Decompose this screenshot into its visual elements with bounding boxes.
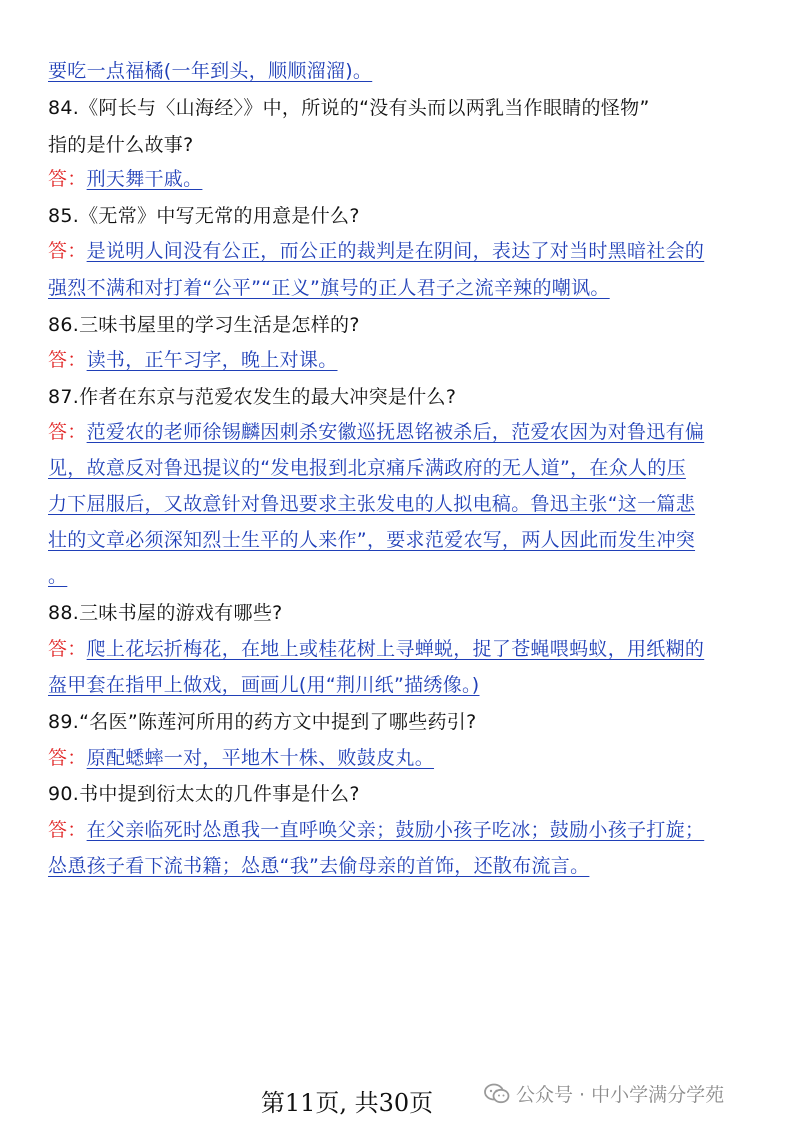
answer-text: 读书，正午习字，晚上对课。 (86, 349, 338, 371)
answer-label: 答： (48, 819, 87, 841)
question-text: 84.《阿长与〈山海经〉》中，所说的“没有头而以两乳当作眼睛的怪物” (48, 97, 650, 119)
watermark-text: 公众号 · 中小学满分学苑 (516, 1084, 725, 1106)
answer-line (48, 491, 695, 517)
answer-label: 答： (48, 747, 87, 769)
answer-text: 范爱农的老师徐锡麟因刺杀安徽巡抚恩铭被杀后，范爱农因为对鲁迅有偏 (86, 421, 705, 443)
answer-line (48, 275, 610, 301)
question-line (48, 600, 283, 626)
answer-label: 答： (48, 240, 87, 262)
question-line (48, 312, 360, 338)
answer-line (48, 238, 704, 264)
question-line (48, 132, 194, 158)
answer-text: 力下屈服后，又故意针对鲁迅要求主张发电的人拟电稿。鲁迅主张“这一篇悲 (48, 493, 696, 515)
question-line (48, 203, 360, 229)
answer-line (48, 745, 434, 771)
answer-line (48, 166, 202, 192)
answer-line (48, 817, 704, 843)
answer-line (48, 853, 589, 879)
answer-text: 在父亲临死时怂恿我一直呼唤父亲；鼓励小孩子吃冰；鼓励小孩子打旋； (86, 819, 705, 841)
question-text: 85.《无常》中写无常的用意是什么? (48, 205, 360, 227)
answer-line (48, 672, 480, 698)
answer-text: 是说明人间没有公正，而公正的裁判是在阴间，表达了对当时黑暗社会的 (86, 240, 705, 262)
answer-text: 。 (48, 565, 68, 587)
answer-line (48, 563, 67, 589)
answer-line (48, 419, 704, 445)
question-text: 90.书中提到衍太太的几件事是什么? (48, 783, 360, 805)
answer-text: 原配蟋蟀一对，平地木十株、败鼓皮丸。 (86, 747, 435, 769)
question-text: 指的是什么故事? (48, 134, 194, 156)
question-text: 89.“名医”陈莲河所用的药方文中提到了哪些药引? (48, 711, 477, 733)
answer-label: 答： (48, 349, 87, 371)
answer-text: 强烈不满和对打着“公平”“正义”旗号的正人君子之流辛辣的嘲讽。 (48, 277, 610, 299)
answer-text: 要吃一点福橘(一年到头，顺顺溜溜)。 (48, 60, 373, 82)
answer-text: 怂恿孩子看下流书籍；怂恿“我”去偷母亲的首饰，还散布流言。 (48, 855, 590, 877)
answer-line (48, 347, 338, 373)
answer-line (48, 636, 704, 662)
answer-text: 壮的文章必须深知烈士生平的人来作”，要求范爱农写，两人因此而发生冲突 (48, 529, 696, 551)
answer-label: 答： (48, 638, 87, 660)
question-line (48, 384, 456, 410)
answer-text: 刑天舞干戚。 (86, 168, 203, 190)
page-number: 第11页, 共30页 (260, 1089, 434, 1117)
wechat-icon (484, 1083, 510, 1105)
answer-line (48, 455, 686, 481)
answer-text: 盔甲套在指甲上做戏，画画儿(用“荆川纸”描绣像。) (48, 674, 480, 696)
answer-label: 答： (48, 421, 87, 443)
answer-line (48, 527, 695, 553)
watermark (484, 1080, 724, 1107)
question-text: 88.三味书屋的游戏有哪些? (48, 602, 283, 624)
question-text: 87.作者在东京与范爱农发生的最大冲突是什么? (48, 386, 457, 408)
question-line (48, 781, 360, 807)
answer-text: 爬上花坛折梅花，在地上或桂花树上寻蝉蜕，捉了苍蝇喂蚂蚁，用纸糊的 (86, 638, 705, 660)
question-line (48, 709, 477, 735)
question-line (48, 95, 650, 121)
answer-label: 答： (48, 168, 87, 190)
answer-line (48, 58, 372, 84)
question-text: 86.三味书屋里的学习生活是怎样的? (48, 314, 360, 336)
answer-text: 见，故意反对鲁迅提议的“发电报到北京痛斥满政府的无人道”，在众人的压 (48, 457, 686, 479)
